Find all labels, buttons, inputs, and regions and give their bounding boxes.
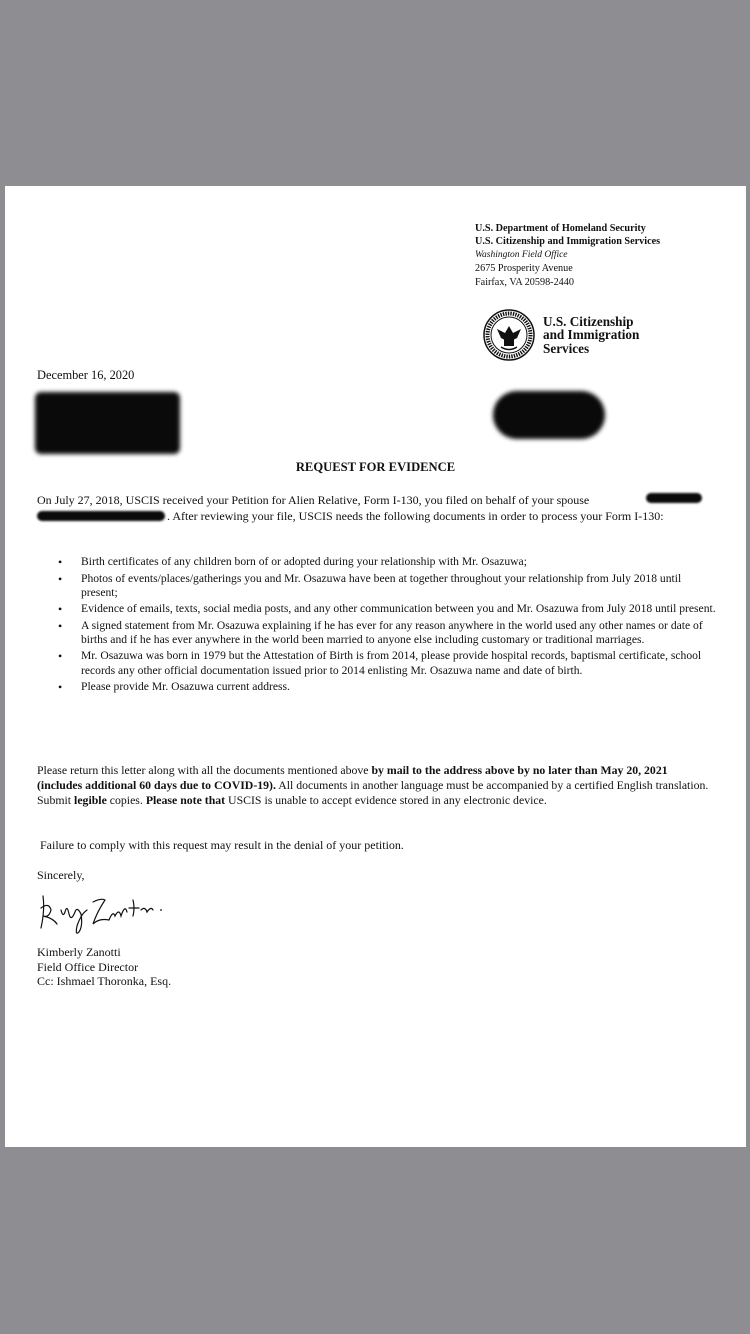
logo-line-2: and Immigration [543, 327, 640, 343]
logo-line-3: Services [543, 340, 590, 356]
return-legible: legible [74, 793, 107, 807]
dhs-seal-icon [483, 309, 535, 361]
signer-title: Field Office Director [37, 959, 139, 974]
agency-address [475, 222, 660, 289]
list-item: • Please provide Mr. Osazuwa current address. [58, 680, 718, 694]
letter-page [5, 186, 746, 1147]
signature-block [37, 945, 171, 989]
list-item: • A signed statement from Mr. Osazuwa explaining if he has ever for any reason anywhere in the world used any other names or date of births and if he has ever anywhere in the world been married to anyone else including customary or traditional marriages. [58, 619, 718, 647]
return-instructions [37, 763, 709, 808]
agency-line-3: Washington Field Office [475, 249, 568, 260]
return-text-2: All documents in another language must be accompanied by a certified English translation. Submit [37, 778, 709, 807]
evidence-list [58, 555, 718, 697]
letter-heading: REQUEST FOR EVIDENCE [295, 460, 456, 474]
logo-wordmark [543, 315, 639, 356]
signer-cc: Cc: Ishmael Thoronka, Esq. [37, 974, 172, 989]
intro-part-2: . After reviewing your file, USCIS needs the following documents in order to process your Form I-130: [167, 508, 664, 523]
agency-line-5: Fairfax, VA 20598-2440 [475, 276, 574, 288]
agency-line-2: U.S. Citizenship and Immigration Services [475, 236, 661, 248]
return-text-4: USCIS is unable to accept evidence stored in any electronic device. [225, 793, 547, 807]
list-item: • Photos of events/places/gatherings you and Mr. Osazuwa have been at together throughout your relationship from July 2018 until present; [58, 572, 718, 600]
list-item: • Mr. Osazuwa was born in 1979 but the Attestation of Birth is from 2014, please provide hospital records, baptismal certificate, school records any other official documentation issued prior to 2014 enlisting Mr. Osazuwa name and date of birth. [58, 649, 718, 677]
signer-name: Kimberly Zanotti [37, 945, 121, 959]
list-item: • Birth certificates of any children born of or adopted during your relationship with Mr. Osazuwa; [58, 555, 718, 569]
redacted-spouse-name [646, 493, 702, 503]
return-text-3: copies. [106, 793, 146, 807]
agency-line-4: 2675 Prosperity Avenue [475, 263, 573, 275]
uscis-logo [483, 309, 639, 361]
redacted-case-number [493, 391, 605, 439]
closing: Sincerely, [37, 868, 85, 882]
list-item: • Evidence of emails, texts, social media posts, and any other communication between you and Mr. Osazuwa from July 2018 until present. [58, 602, 718, 616]
agency-line-1: U.S. Department of Homeland Security [475, 223, 646, 234]
logo-line-1: U.S. Citizenship [543, 313, 634, 329]
return-deadline: by mail to the address above by no later than May 20, 2021 (includes additional 60 days due to COVID-19). [37, 763, 668, 792]
letter-date: December 16, 2020 [37, 368, 135, 382]
failure-warning: Failure to comply with this request may result in the denial of your petition. [40, 838, 404, 852]
return-text-1: Please return this letter along with all the documents mentioned above [37, 763, 372, 777]
redacted-spouse-name-2 [37, 511, 165, 521]
intro-part-1: On July 27, 2018, USCIS received your Petition for Alien Relative, Form I-130, you filed on behalf of your spouse [37, 493, 590, 507]
handwritten-signature [35, 888, 180, 938]
redacted-recipient-address [35, 392, 180, 454]
return-note: Please note that [145, 793, 226, 807]
